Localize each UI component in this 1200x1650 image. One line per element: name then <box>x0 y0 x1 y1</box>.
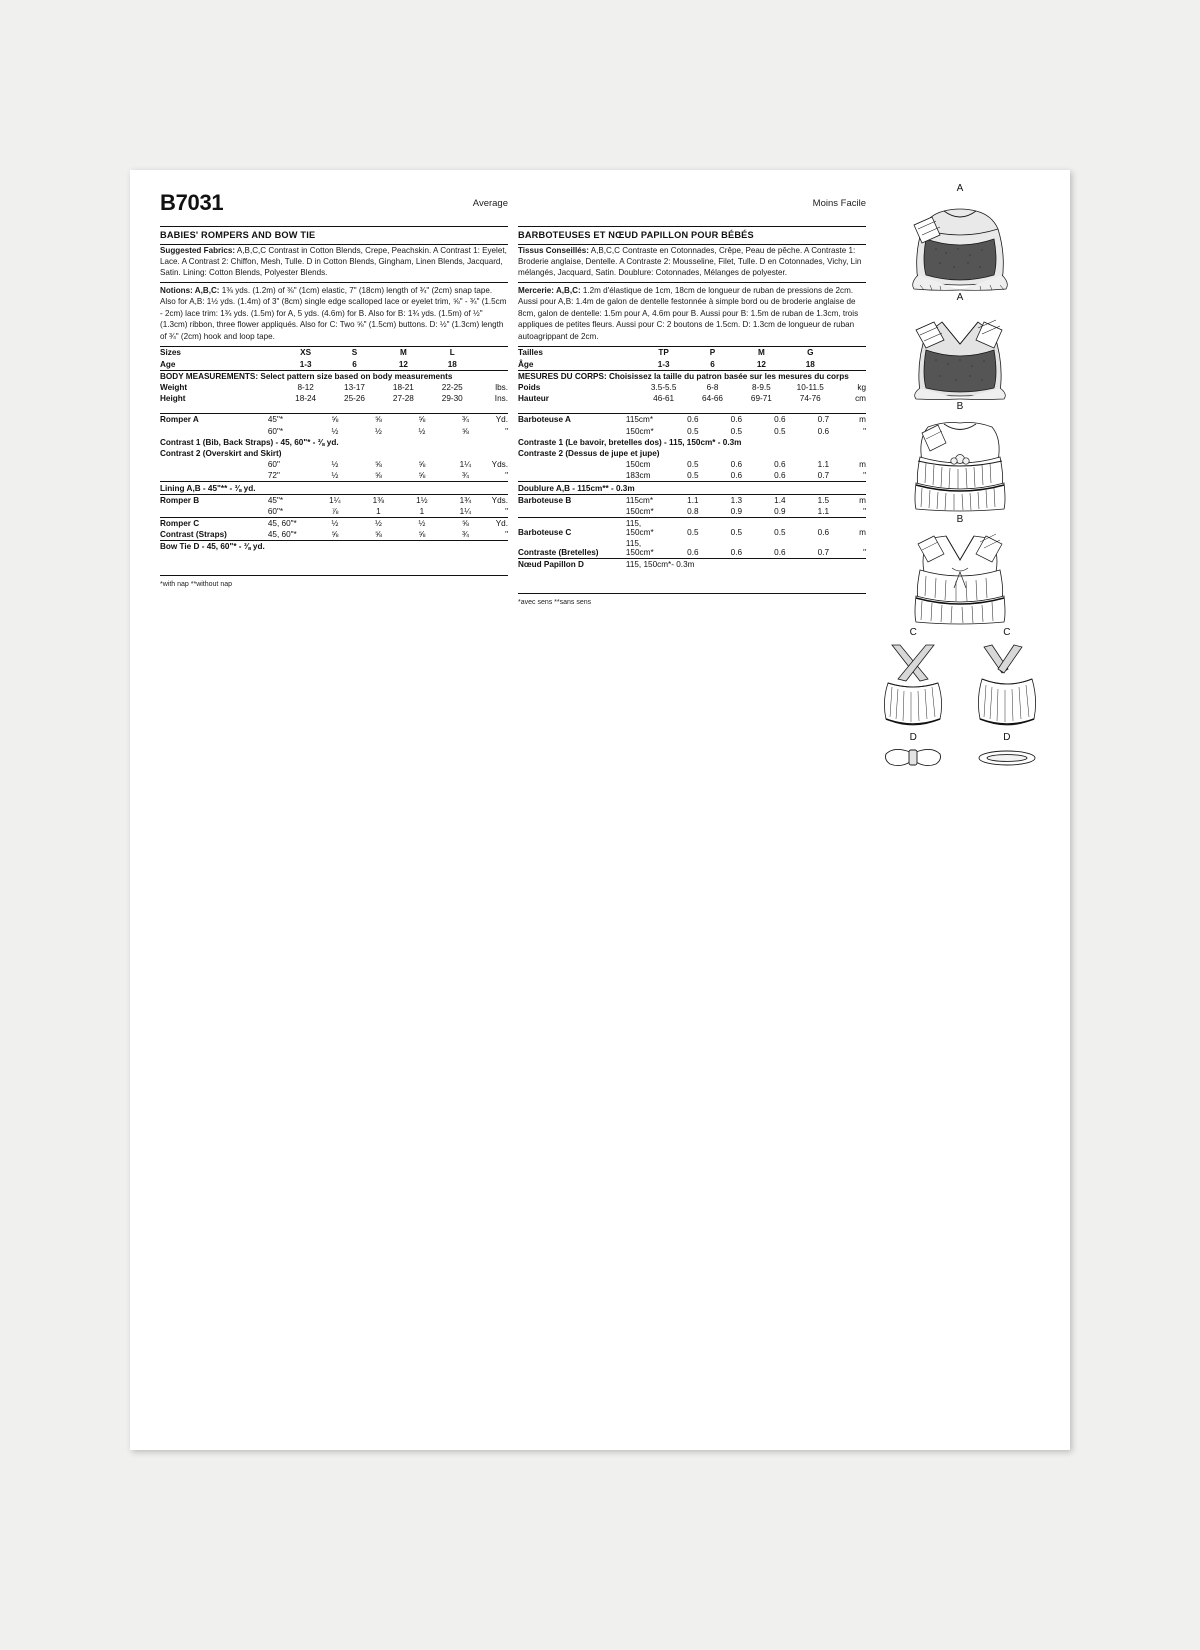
table-row <box>518 359 866 371</box>
contrast2-a-english: Contrast 2 (Overskirt and Skirt) <box>160 448 282 458</box>
romper-b-r1-m-fr: 1.4 <box>758 494 802 506</box>
size-xs: XS <box>281 347 330 359</box>
divider <box>160 226 508 227</box>
romper-b-r2-s: 1 <box>376 506 381 516</box>
notions-label-english: Notions: A,B,C: <box>160 285 220 295</box>
body-measurements-heading-english: BODY MEASUREMENTS: Select pattern size based on body measurements <box>160 370 508 382</box>
sizes-label-french: Tailles <box>518 347 639 359</box>
contrast-straps-unit-fr: " <box>863 548 866 558</box>
notions-english <box>160 285 508 342</box>
sizes-label-english: Sizes <box>160 347 281 359</box>
contrast-straps-width: 45, 60"* <box>267 530 297 540</box>
table-row <box>518 414 866 426</box>
age-p: 6 <box>710 359 715 369</box>
age-g: 18 <box>805 359 815 369</box>
bow-tie-english: Bow Tie D - 45, 60"* - ⅜ yd. <box>160 541 508 553</box>
romper-c-tp: 0.5 <box>671 518 715 539</box>
age-m-fr: 12 <box>756 359 766 369</box>
table-row <box>518 559 866 571</box>
romper-c-m-fr: 0.5 <box>758 518 802 539</box>
view-label-d-two: D <box>1003 732 1011 743</box>
romper-b-r1-s: 1⅜ <box>357 494 401 506</box>
bow-tie-value-french: 115, 150cm*- 0.3m <box>626 559 866 571</box>
contrast-straps-m: ⅝ <box>418 530 426 540</box>
romper-a-width-2-fr: 150cm* <box>625 426 654 436</box>
contrast-straps-l: ¾ <box>461 530 469 540</box>
bow-tie-d-drawing-1 <box>870 744 956 774</box>
contrast-straps-label-english: Contrast (Straps) <box>160 530 227 540</box>
table-row <box>518 393 866 404</box>
height-m: 27-28 <box>392 394 414 404</box>
fabrics-label-french: Tissus Conseillés: <box>518 245 589 255</box>
french-header <box>518 192 866 226</box>
divider <box>160 575 508 576</box>
romper-b-back-drawing <box>870 526 1050 626</box>
contrast2-r1-unit-fr: m <box>859 460 866 470</box>
lining-french: Doublure A,B - 115cm** - 0.3m <box>518 482 866 494</box>
romper-b-label-english: Romper B <box>160 494 268 506</box>
romper-b-r1-m: 1½ <box>400 494 444 506</box>
romper-a-r1-unit-fr: m <box>845 414 866 426</box>
romper-a-r2-m-fr: 0.5 <box>774 426 786 436</box>
table-row <box>160 518 508 530</box>
suggested-fabrics-french <box>518 245 866 279</box>
bow-tie-d-drawing-2 <box>964 744 1050 774</box>
notions-text-french: 1.2m d'élastique de 1cm, 18cm de longueur de ruban de pressions de 2cm. Aussi pour A,B: 1.4m de galon de dentelle festonnée à simple bord ou de broderie anglaise de 8cm, galon de dentelle: 1.5m pour A, 4.6m pour B. Aussi pour B: 1.5m de ruban de 1.3cm, trois appliques de petites fleurs. Aussi pour C: 2 boutons de 1.5cm. D: 1.3cm de longueur de ruban autoagrippant de 2cm. <box>518 285 859 341</box>
contrast2-r2-unit-fr: " <box>863 471 866 481</box>
table-row <box>518 482 866 494</box>
romper-c-label-french: Barboteuse C <box>518 518 626 539</box>
height-unit-english: Ins. <box>494 394 508 404</box>
table-row <box>160 459 508 470</box>
age-tp: 1-3 <box>657 359 670 369</box>
romper-a-r1-xs: ⅝ <box>313 414 357 426</box>
romper-b-r2-l: 1¼ <box>459 506 472 516</box>
height-p: 64-66 <box>702 394 723 404</box>
pattern-title-french: BARBOTEUSES ET NŒUD PAPILLON POUR BÉBÉS <box>518 230 754 240</box>
contrast-straps-tp: 0.6 <box>687 548 699 558</box>
romper-c-width: 45, 60"* <box>268 518 313 530</box>
suggested-fabrics-english <box>160 245 508 279</box>
contrast2-r1-p: 0.6 <box>730 460 743 470</box>
height-label-french: Hauteur <box>518 394 549 404</box>
table-row <box>518 494 866 506</box>
size-l: L <box>428 347 477 359</box>
romper-c-front-drawing <box>870 639 956 731</box>
age-xs: 1-3 <box>299 359 312 369</box>
romper-a-r1-unit: Yd. <box>487 414 508 426</box>
pattern-number: B7031 <box>160 190 224 215</box>
table-row <box>518 448 866 459</box>
romper-a-r2-p: 0.5 <box>730 426 743 436</box>
view-label-b-front: B <box>956 401 964 412</box>
table-row <box>518 426 866 437</box>
difficulty-label-english: Average <box>472 198 508 209</box>
size-tp: TP <box>639 347 688 359</box>
weight-s: 13-17 <box>344 383 365 393</box>
lining-english: Lining A,B - 45"** - ⅜ yd. <box>160 482 508 494</box>
romper-b-r2-m-fr: 0.9 <box>774 506 786 516</box>
contrast2-r1-m: ⅝ <box>418 460 426 470</box>
height-unit-french: cm <box>855 394 866 404</box>
view-label-a-back: A <box>956 292 964 303</box>
weight-unit-french: kg <box>857 383 866 393</box>
contrast2-width-2: 72" <box>267 471 280 481</box>
romper-b-r1-p: 1.3 <box>715 494 759 506</box>
size-table-french <box>518 346 866 404</box>
romper-b-r1-unit: Yds. <box>487 494 508 506</box>
romper-a-r1-tp: 0.6 <box>671 414 715 426</box>
contrast1-a-english: Contrast 1 (Bib, Back Straps) - 45, 60"* - ⅜ yd. <box>160 437 339 447</box>
table-row <box>160 437 508 448</box>
contrast2-a-french: Contraste 2 (Dessus de jupe et jupe) <box>518 448 660 458</box>
weight-g: 10-11.5 <box>796 383 824 393</box>
weight-label-french: Poids <box>518 383 541 393</box>
romper-a-label-english: Romper A <box>160 414 268 426</box>
divider <box>518 593 866 594</box>
contrast2-r2-p: 0.6 <box>730 471 743 481</box>
contrast2-r2-tp: 0.5 <box>687 471 699 481</box>
contrast2-width-1: 60" <box>267 460 280 470</box>
romper-a-r1-m: ⅝ <box>400 414 444 426</box>
romper-b-r2-unit-fr: " <box>863 506 866 516</box>
contrast2-width-1-fr: 150cm <box>625 460 651 470</box>
contrast2-r2-unit: " <box>505 471 508 481</box>
illustration-view-b-front <box>870 402 1050 513</box>
contrast2-r1-l: 1¼ <box>459 460 472 470</box>
table-row <box>160 359 508 371</box>
romper-c-g: 0.6 <box>802 518 846 539</box>
romper-c-l: ⅝ <box>444 518 488 530</box>
view-label-a-front: A <box>956 183 964 194</box>
romper-a-r2-unit-fr: " <box>863 426 866 436</box>
illustration-view-b-back <box>870 515 1050 626</box>
french-column <box>518 192 866 606</box>
height-g: 74-76 <box>799 394 821 404</box>
romper-c-s: ½ <box>357 518 401 530</box>
table-row <box>160 426 508 437</box>
table-row <box>160 529 508 541</box>
bow-tie-label-french: Nœud Papillon D <box>518 559 626 571</box>
table-row <box>518 470 866 482</box>
height-tp: 46-61 <box>653 394 675 404</box>
table-row <box>518 459 866 470</box>
contrast2-r2-l: ¾ <box>461 471 469 481</box>
romper-a-r2-xs: ½ <box>331 426 339 436</box>
table-row <box>160 370 508 382</box>
height-label-english: Height <box>160 394 186 404</box>
illustration-view-d-one <box>870 733 956 774</box>
romper-c-m: ½ <box>400 518 444 530</box>
contrast-straps-p: 0.6 <box>730 548 743 558</box>
yardage-table-french <box>518 413 866 570</box>
contrast-straps-g: 0.7 <box>817 548 830 558</box>
weight-tp: 3.5-5.5 <box>650 383 677 393</box>
contrast2-r1-g: 1.1 <box>817 460 830 470</box>
romper-a-r2-l: ⅝ <box>461 426 469 436</box>
divider <box>160 282 508 283</box>
english-header <box>160 192 508 226</box>
contrast2-r2-s: ⅝ <box>374 471 382 481</box>
contrast2-r1-s: ⅝ <box>374 460 382 470</box>
age-label-english: Age <box>160 359 176 369</box>
height-m-fr: 69-71 <box>750 394 772 404</box>
contrast-straps-s: ⅝ <box>374 530 382 540</box>
height-l: 29-30 <box>441 394 463 404</box>
table-row <box>160 482 508 494</box>
age-m: 12 <box>398 359 408 369</box>
illustration-view-d-two <box>964 733 1050 774</box>
romper-c-xs: ½ <box>313 518 357 530</box>
weight-label-english: Weight <box>160 383 188 393</box>
romper-b-width-2-fr: 150cm* <box>625 506 654 516</box>
romper-b-r2-xs: ⅞ <box>331 506 339 516</box>
contrast1-a-french: Contraste 1 (Le bavoir, bretelles dos) - 115, 150cm* - 0.3m <box>518 437 742 447</box>
romper-b-r1-g: 1.5 <box>802 494 846 506</box>
table-row <box>160 414 508 426</box>
view-label-c-front: C <box>909 627 917 638</box>
illustrations-column <box>870 184 1050 774</box>
romper-b-width-1: 45"* <box>268 494 313 506</box>
contrast-straps-unit: " <box>505 530 508 540</box>
romper-a-r1-s: ⅝ <box>357 414 401 426</box>
romper-a-front-drawing <box>870 195 1050 291</box>
contrast2-r1-xs: ½ <box>331 460 339 470</box>
table-row <box>160 470 508 482</box>
weight-l: 22-25 <box>441 383 463 393</box>
size-p: P <box>688 347 737 359</box>
romper-b-r2-p: 0.9 <box>730 506 743 516</box>
illustration-view-c-back <box>964 628 1050 731</box>
romper-a-r2-g: 0.6 <box>817 426 830 436</box>
size-s: S <box>330 347 379 359</box>
height-s: 25-26 <box>344 394 365 404</box>
contrast2-width-2-fr: 183cm <box>625 471 651 481</box>
illustration-view-c-front <box>870 628 956 731</box>
romper-b-width-1-fr: 115cm* <box>626 494 671 506</box>
table-row <box>160 494 508 506</box>
weight-xs: 8-12 <box>297 383 314 393</box>
illustration-view-a-back <box>870 293 1050 400</box>
romper-b-front-drawing <box>870 413 1050 513</box>
view-label-b-back: B <box>956 514 964 525</box>
romper-c-label-english: Romper C <box>160 518 268 530</box>
table-row <box>518 506 866 518</box>
table-row <box>160 506 508 518</box>
romper-a-width-2: 60"* <box>267 426 284 436</box>
notions-label-french: Mercerie: A,B,C: <box>518 285 581 295</box>
footnote-french: *avec sens **sans sens <box>518 598 592 606</box>
romper-b-width-2: 60"* <box>267 506 284 516</box>
contrast2-r2-m-fr: 0.6 <box>774 471 786 481</box>
romper-a-width-1-fr: 115cm* <box>626 414 671 426</box>
contrast-straps-label-french: Contraste (Bretelles) <box>518 548 599 558</box>
romper-c-back-drawing <box>964 639 1050 731</box>
table-row <box>518 347 866 359</box>
weight-m: 18-21 <box>392 383 414 393</box>
romper-b-r2-m: 1 <box>419 506 425 516</box>
age-s: 6 <box>352 359 357 369</box>
table-row <box>160 382 508 393</box>
table-row <box>160 347 508 359</box>
age-label-french: Âge <box>518 359 534 369</box>
fabrics-text-french: A,B,C,C Contraste en Cotonnades, Crêpe, Peau de pêche. A Contraste 1: Broderie anglaise, Dentelle. A Contraste 2: Mousseline, Filet, Tulle. D en Cotonnades, Vichy, Lin mélangés, Jacquard, Satin. Doublure: Cotonnades, Mélanges de polyester. <box>518 245 862 278</box>
notions-french <box>518 285 866 342</box>
difficulty-label-french: Moins Facile <box>812 198 866 209</box>
weight-p: 6-8 <box>706 383 719 393</box>
weight-unit-english: lbs. <box>495 383 508 393</box>
table-row <box>518 382 866 393</box>
view-label-d-one: D <box>909 732 917 743</box>
romper-a-r1-m-fr: 0.6 <box>758 414 802 426</box>
pattern-title-english: BABIES' ROMPERS AND BOW TIE <box>160 230 316 240</box>
illustration-view-c-row <box>870 628 1050 731</box>
height-xs: 18-24 <box>295 394 317 404</box>
table-row <box>160 448 508 459</box>
size-table-english <box>160 346 508 404</box>
romper-c-unit-fr: m <box>845 518 866 539</box>
romper-b-r1-tp: 1.1 <box>671 494 715 506</box>
romper-c-p: 0.5 <box>715 518 759 539</box>
romper-b-r2-unit: " <box>505 506 508 516</box>
contrast2-r2-xs: ½ <box>331 471 339 481</box>
notions-text-english: 1⅜ yds. (1.2m) of ⅜" (1cm) elastic, 7" (18cm) length of ¾" (2cm) snap tape. Also for A,B: 1½ yds. (1.4m) of 3" (8cm) single edge scalloped lace or eyelet trim, ⅝" - ¾" (1.5cm - 2cm) lace trim: 1¾ yds. (1.5m) for A, 5 yds. (4.6m) for B. Also for B: 1¾ yds. (1.5m) of ½" (1.3cm) ribbon, three flower appliqués. Also for C: Two ⅝" (1.5cm) buttons. D: ½" (1.3cm) length of ¾" (2cm) hook and loop tape. <box>160 285 507 341</box>
view-label-c-back: C <box>1003 627 1011 638</box>
contrast2-r2-m: ⅝ <box>418 471 426 481</box>
contrast-straps-xs: ⅝ <box>331 530 339 540</box>
contrast-straps-m-fr: 0.6 <box>774 548 786 558</box>
table-row <box>160 393 508 404</box>
romper-a-r2-unit: " <box>505 426 508 436</box>
pattern-envelope-back <box>130 170 1070 1450</box>
illustration-view-d-row <box>870 733 1050 774</box>
table-row <box>518 370 866 382</box>
romper-b-r2-tp: 0.8 <box>687 506 699 516</box>
table-row <box>518 437 866 448</box>
romper-b-r1-l: 1¾ <box>444 494 488 506</box>
size-g: G <box>786 347 835 359</box>
age-l: 18 <box>447 359 457 369</box>
contrast2-r1-tp: 0.5 <box>687 460 699 470</box>
romper-b-r1-unit-fr: m <box>845 494 866 506</box>
yardage-table-english <box>160 413 508 552</box>
romper-a-label-french: Barboteuse A <box>518 414 626 426</box>
romper-b-r2-g: 1.1 <box>817 506 830 516</box>
romper-a-r2-tp: 0.5 <box>687 426 699 436</box>
romper-a-width-1: 45"* <box>268 414 313 426</box>
romper-a-r2-s: ½ <box>374 426 382 436</box>
table-row <box>518 518 866 539</box>
footnote-english: *with nap **without nap <box>160 580 232 588</box>
divider <box>518 226 866 227</box>
weight-m-fr: 8-9.5 <box>752 383 771 393</box>
romper-b-r1-xs: 1¼ <box>313 494 357 506</box>
fabrics-label-english: Suggested Fabrics: <box>160 245 236 255</box>
romper-a-r1-g: 0.7 <box>802 414 846 426</box>
romper-a-back-drawing <box>870 304 1050 400</box>
romper-a-r1-p: 0.6 <box>715 414 759 426</box>
table-row <box>518 538 866 559</box>
size-m: M <box>379 347 428 359</box>
illustration-view-a-front <box>870 184 1050 291</box>
table-row <box>160 541 508 553</box>
romper-b-label-french: Barboteuse B <box>518 494 626 506</box>
contrast2-r1-unit: Yds. <box>491 460 508 470</box>
body-measurements-heading-french: MESURES DU CORPS: Choisissez la taille du patron basée sur les mesures du corps <box>518 370 866 382</box>
romper-a-r2-m: ½ <box>418 426 426 436</box>
romper-a-r1-l: ¾ <box>444 414 488 426</box>
romper-c-unit: Yd. <box>487 518 508 530</box>
contrast2-r2-g: 0.7 <box>817 471 830 481</box>
romper-c-width-fr: 115, 150cm* <box>626 518 671 539</box>
english-column <box>160 192 508 588</box>
contrast-straps-width-fr: 115, 150cm* <box>625 539 654 558</box>
divider <box>518 282 866 283</box>
contrast2-r1-m-fr: 0.6 <box>774 460 786 470</box>
size-m-fr: M <box>737 347 786 359</box>
fabrics-text-english: A,B,C,C Contrast in Cotton Blends, Crepe, Peachskin. A Contrast 1: Eyelet, Lace. A Contrast 2: Chiffon, Mesh, Tulle. D in Cotton Blends, Gingham, Linen Blends, Jacquard, Satin. Lining: Cotton Blends, Polyester Blends. <box>160 245 507 278</box>
